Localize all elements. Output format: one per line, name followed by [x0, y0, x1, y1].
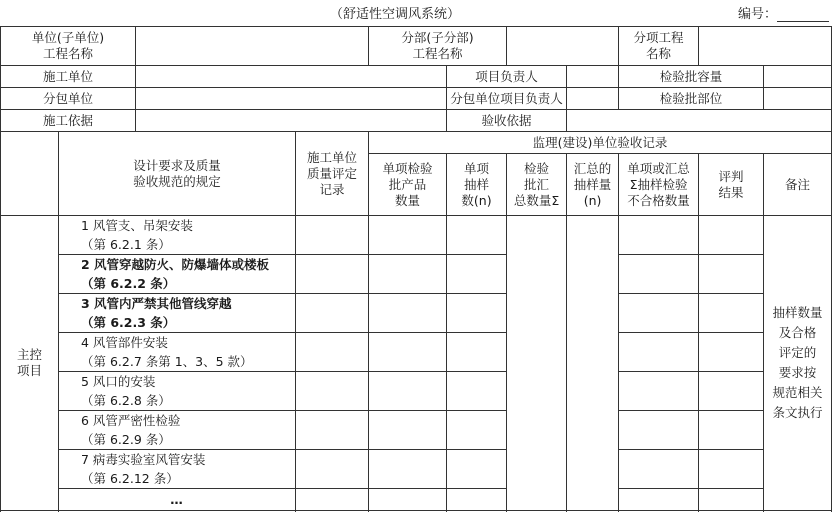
subdivision-name-label: 分部(子分部) 工程名称: [369, 27, 507, 66]
item-3-nonconforming[interactable]: [619, 294, 699, 333]
result-header: 评判 结果: [699, 154, 764, 216]
project-manager-label: 项目负责人: [447, 66, 567, 88]
remarks-header: 备注: [764, 154, 832, 216]
item-3: [59, 294, 296, 333]
batch-total-merged[interactable]: [507, 216, 567, 511]
ellipsis-record[interactable]: [296, 489, 369, 511]
ellipsis-batch-qty[interactable]: [369, 489, 447, 511]
category-header-blank: [1, 132, 59, 216]
item-6-batch-qty[interactable]: [369, 411, 447, 450]
item-6-record[interactable]: [296, 411, 369, 450]
serial-input-line[interactable]: [777, 7, 829, 22]
subdivision-name-value[interactable]: [507, 27, 619, 66]
item-5-nonconforming[interactable]: [619, 372, 699, 411]
serial-number: [738, 3, 829, 22]
item-2-result[interactable]: [699, 255, 764, 294]
item-5-batch-qty[interactable]: [369, 372, 447, 411]
item-2: [59, 255, 296, 294]
item-7-name: 7 病毒实验室风管安装: [81, 452, 206, 467]
item-3-sample[interactable]: [447, 294, 507, 333]
ellipsis-result[interactable]: [699, 489, 764, 511]
serial-label: 编号：: [738, 7, 778, 22]
item-7-sample[interactable]: [447, 450, 507, 489]
item-2-record[interactable]: [296, 255, 369, 294]
item-7-result[interactable]: [699, 450, 764, 489]
spec-header: 设计要求及质量 验收规范的规定: [59, 132, 296, 216]
sub-manager-value[interactable]: [567, 88, 619, 110]
subitem-name-value[interactable]: [699, 27, 832, 66]
item-6-sample[interactable]: [447, 411, 507, 450]
unit-name-label: 单位(子单位) 工程名称: [1, 27, 136, 66]
subitem-name-label: 分项工程 名称: [619, 27, 699, 66]
item-5-clause: （第 6.2.8 条）: [81, 393, 171, 408]
contractor-label: 施工单位: [1, 66, 136, 88]
form-header: [0, 0, 833, 22]
item-3-clause: （第 6.2.3 条）: [81, 315, 176, 330]
construction-basis-label: 施工依据: [1, 110, 136, 132]
item-1: [59, 216, 296, 255]
ellipsis-nonconforming[interactable]: [619, 489, 699, 511]
ellipsis-sample[interactable]: [447, 489, 507, 511]
item-2-sample[interactable]: [447, 255, 507, 294]
item-4-name: 4 风管部件安装: [81, 335, 168, 350]
item-5-result[interactable]: [699, 372, 764, 411]
batch-capacity-label: 检验批容量: [619, 66, 764, 88]
item-2-batch-qty[interactable]: [369, 255, 447, 294]
batch-location-value[interactable]: [764, 88, 832, 110]
item-6: [59, 411, 296, 450]
single-batch-header: 单项检验 批产品 数量: [369, 154, 447, 216]
item-5-name: 5 风口的安装: [81, 374, 156, 389]
acceptance-basis-label: 验收依据: [447, 110, 567, 132]
construction-basis-value[interactable]: [136, 110, 447, 132]
item-3-record[interactable]: [296, 294, 369, 333]
item-3-batch-qty[interactable]: [369, 294, 447, 333]
summed-sample-merged[interactable]: [567, 216, 619, 511]
item-7-batch-qty[interactable]: [369, 450, 447, 489]
item-4-result[interactable]: [699, 333, 764, 372]
item-5-record[interactable]: [296, 372, 369, 411]
item-6-clause: （第 6.2.9 条）: [81, 432, 171, 447]
item-6-nonconforming[interactable]: [619, 411, 699, 450]
item-7: [59, 450, 296, 489]
acceptance-basis-value[interactable]: [567, 110, 832, 132]
item-1-batch-qty[interactable]: [369, 216, 447, 255]
single-sample-header: 单项 抽样 数(n): [447, 154, 507, 216]
summed-sample-header: 汇总的 抽样量 (n): [567, 154, 619, 216]
item-5: [59, 372, 296, 411]
item-6-name: 6 风管严密性检验: [81, 413, 181, 428]
item-1-sample[interactable]: [447, 216, 507, 255]
item-1-name: 1 风管支、吊架安装: [81, 218, 193, 233]
batch-total-header: 检验 批汇 总数量Σ: [507, 154, 567, 216]
item-4: [59, 333, 296, 372]
item-4-batch-qty[interactable]: [369, 333, 447, 372]
contractor-value[interactable]: [136, 66, 447, 88]
sub-manager-label: 分包单位项目负责人: [447, 88, 567, 110]
inspection-table: [0, 26, 832, 511]
contractor-record-header: 施工单位 质量评定 记录: [296, 132, 369, 216]
item-4-record[interactable]: [296, 333, 369, 372]
item-3-result[interactable]: [699, 294, 764, 333]
supervision-group-header: 监理(建设)单位验收记录: [369, 132, 832, 154]
item-1-result[interactable]: [699, 216, 764, 255]
item-4-clause: （第 6.2.7 条第 1、3、5 款）: [81, 354, 253, 369]
item-6-result[interactable]: [699, 411, 764, 450]
project-manager-value[interactable]: [567, 66, 619, 88]
batch-location-label: 检验批部位: [619, 88, 764, 110]
item-2-name: 2 风管穿越防火、防爆墙体或楼板: [81, 257, 270, 272]
batch-capacity-value[interactable]: [764, 66, 832, 88]
nonconforming-header: 单项或汇总 Σ抽样检验 不合格数量: [619, 154, 699, 216]
unit-name-value[interactable]: [136, 27, 369, 66]
item-1-record[interactable]: [296, 216, 369, 255]
form-subtitle: （舒适性空调风系统）: [330, 7, 461, 22]
item-7-clause: （第 6.2.12 条）: [81, 471, 179, 486]
item-2-nonconforming[interactable]: [619, 255, 699, 294]
ellipsis-row: …: [59, 489, 296, 511]
item-4-nonconforming[interactable]: [619, 333, 699, 372]
remarks-text: 抽样数量 及合格 评定的 要求按 规范相关 条文执行: [764, 216, 832, 511]
item-2-clause: （第 6.2.2 条）: [81, 276, 176, 291]
item-7-nonconforming[interactable]: [619, 450, 699, 489]
item-1-nonconforming[interactable]: [619, 216, 699, 255]
item-5-sample[interactable]: [447, 372, 507, 411]
subcontractor-value[interactable]: [136, 88, 447, 110]
subcontractor-label: 分包单位: [1, 88, 136, 110]
main-control-category: 主控 项目: [1, 216, 59, 511]
item-4-sample[interactable]: [447, 333, 507, 372]
item-3-name: 3 风管内严禁其他管线穿越: [81, 296, 232, 311]
item-1-clause: （第 6.2.1 条）: [81, 237, 171, 252]
item-7-record[interactable]: [296, 450, 369, 489]
